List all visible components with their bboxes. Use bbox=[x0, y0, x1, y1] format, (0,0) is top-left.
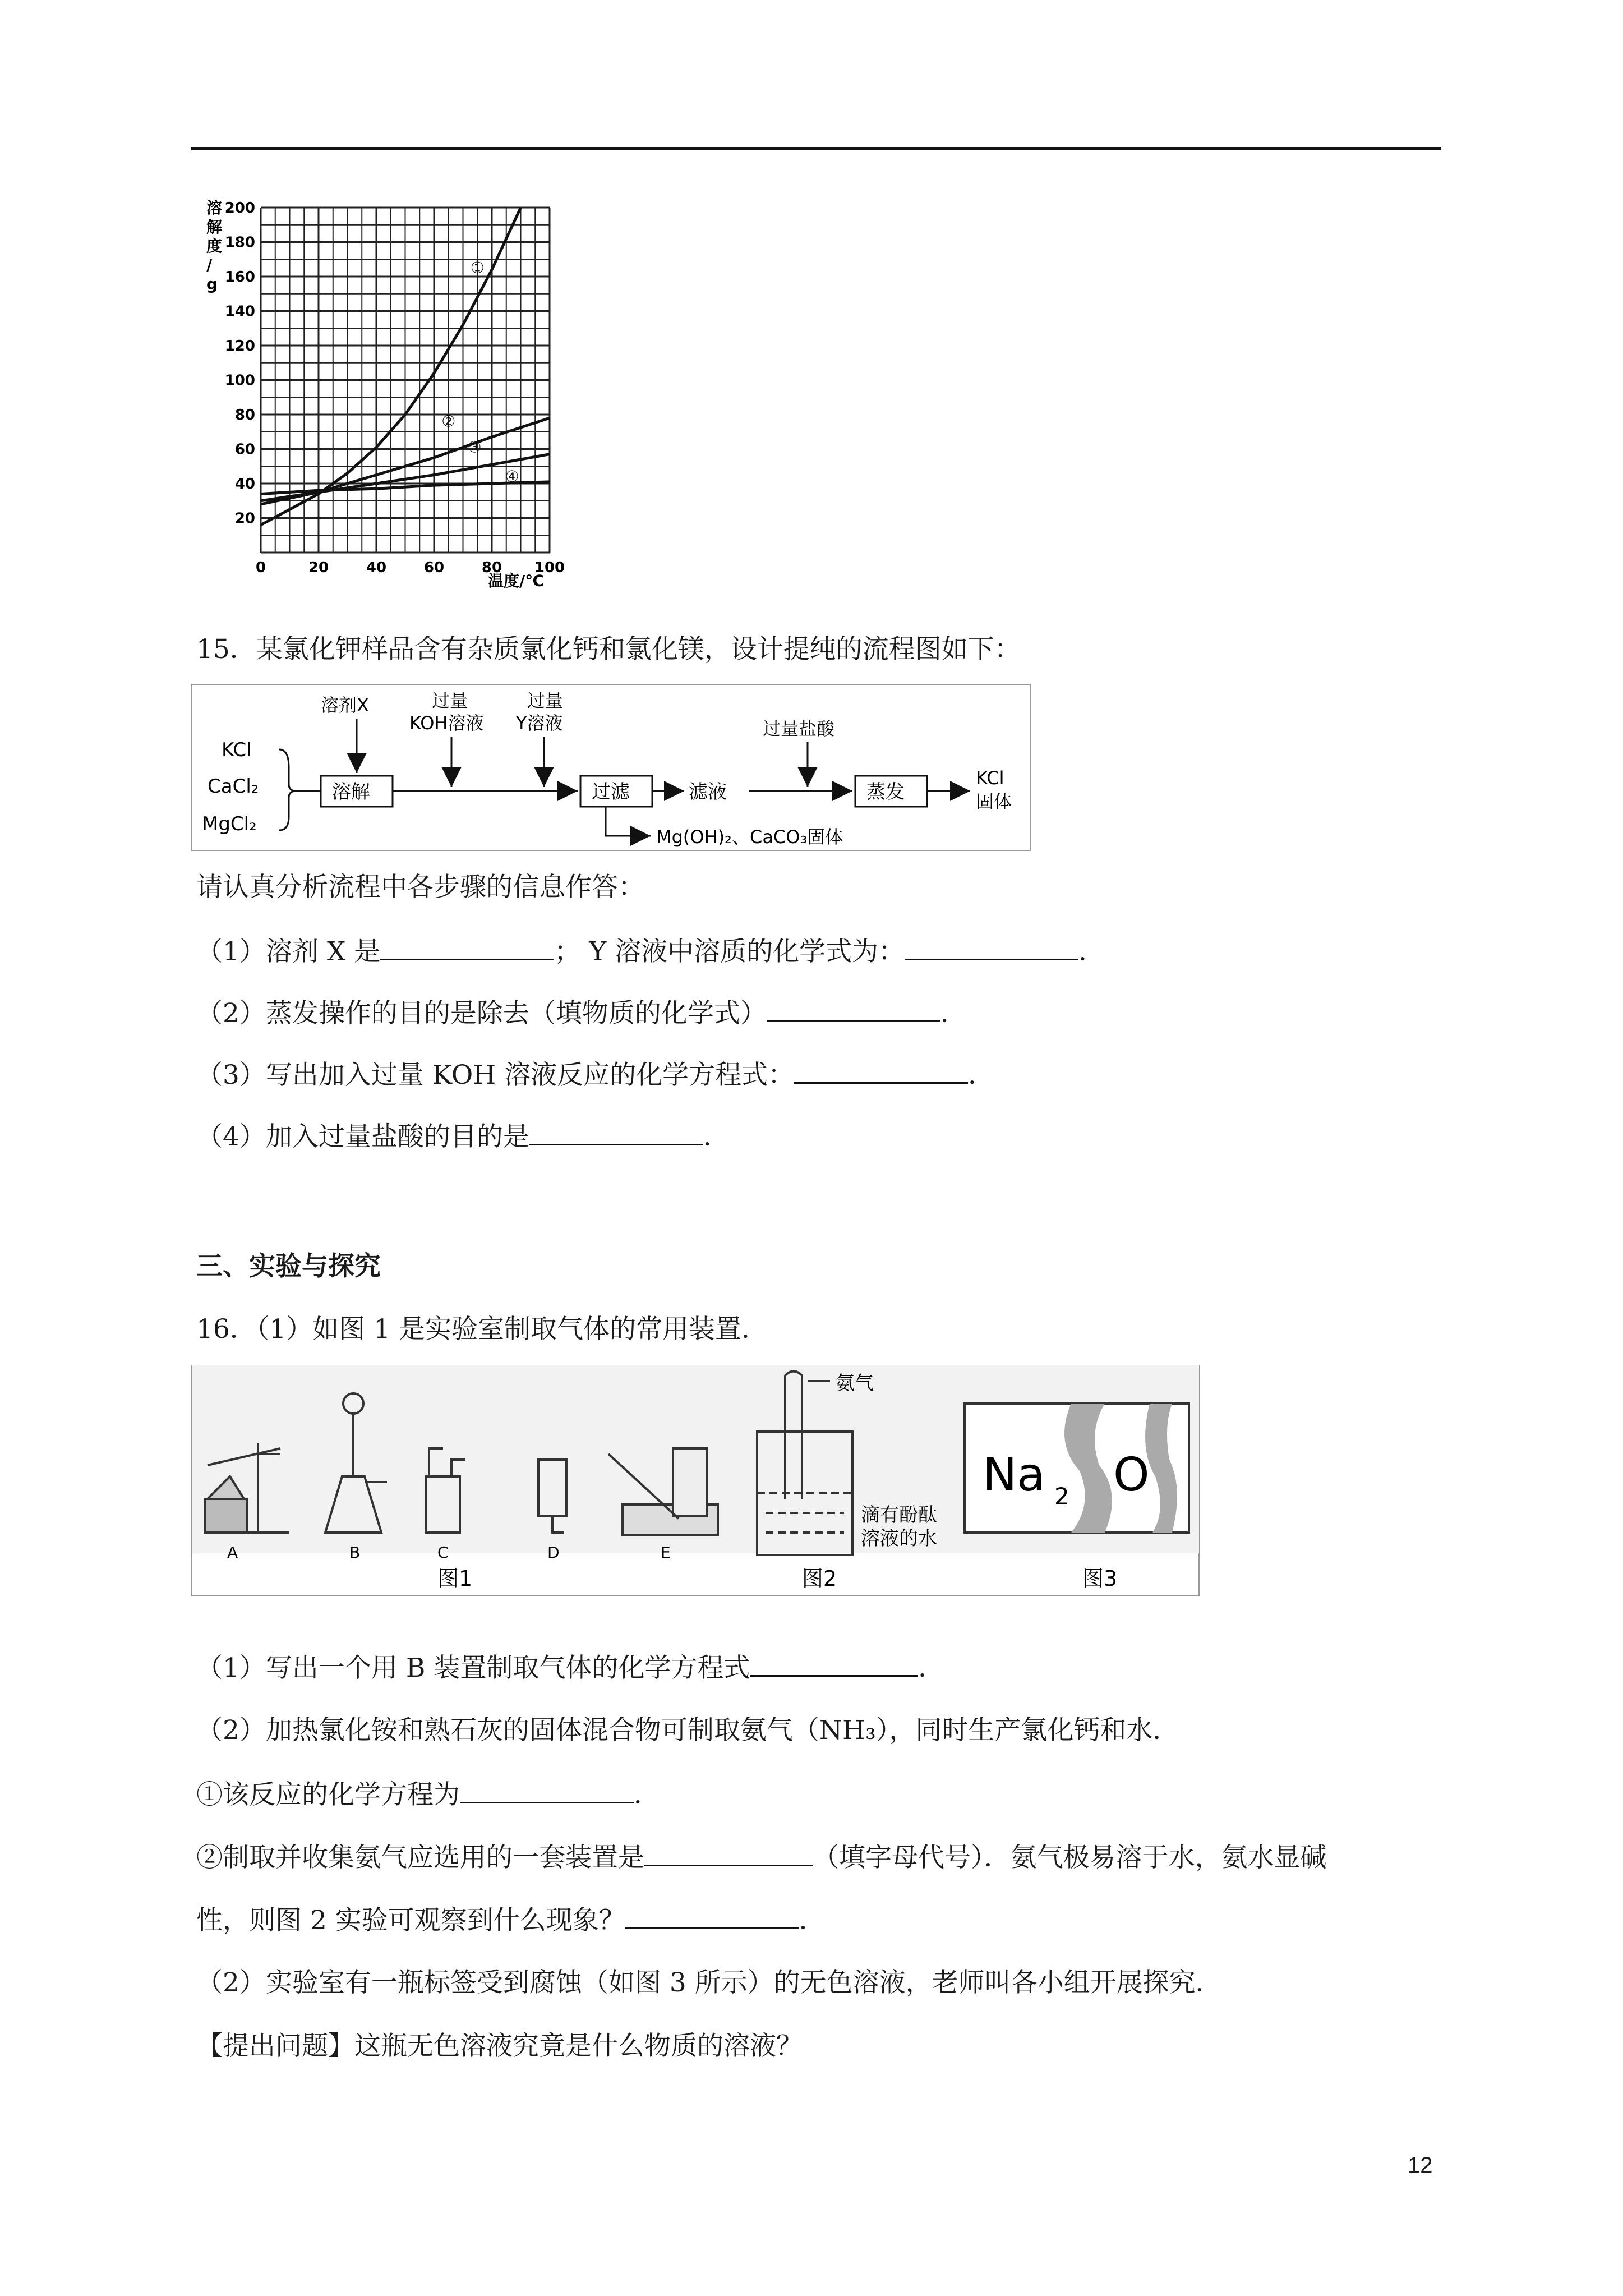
period: ． bbox=[1078, 936, 1105, 967]
product-label-1: KCl bbox=[976, 767, 1004, 789]
q15-part3 bbox=[196, 1057, 994, 1092]
q16-title: 16．（1）如图 1 是实验室制取气体的常用装置． bbox=[196, 1314, 768, 1345]
q16-question: 【提出问题】这瓶无色溶液究竟是什么物质的溶液？ bbox=[196, 2031, 803, 2062]
period: ． bbox=[940, 998, 967, 1029]
label-o: O bbox=[1113, 1448, 1150, 1502]
label-e: E bbox=[661, 1543, 671, 1562]
series-label: ① bbox=[470, 258, 485, 277]
q15-title: 15．某氯化钾样品含有杂质氯化钙和氯化镁，设计提纯的流程图如下： bbox=[196, 634, 1021, 665]
header-rule bbox=[191, 147, 1441, 150]
ammonia-label: 氨气 bbox=[836, 1372, 874, 1395]
x-tick-label: 20 bbox=[308, 559, 329, 576]
q16-part2c bbox=[196, 1903, 826, 1938]
solvent-label: 溶剂X bbox=[321, 694, 369, 716]
q16-part2c-text: 性，则图 2 实验可观察到什么现象？ bbox=[196, 1905, 625, 1936]
precipitate-label: Mg(OH)₂、CaCO₃固体 bbox=[656, 826, 843, 848]
x-tick-label: 80 bbox=[481, 559, 502, 576]
koh-label-1: 过量 bbox=[432, 690, 468, 711]
q16-part1-text: （1）写出一个用 B 装置制取气体的化学方程式 bbox=[196, 1653, 750, 1683]
answer-blank-ammonia-equation[interactable] bbox=[460, 1777, 634, 1803]
q16-part2: （2）加热氯化铵和熟石灰的固体混合物可制取氨气（NH₃），同时生产氯化钙和水． bbox=[196, 1715, 1179, 1746]
series-label: ③ bbox=[467, 438, 482, 457]
y-tick-label: 100 bbox=[224, 372, 255, 389]
x-tick-label: 60 bbox=[423, 559, 445, 576]
q15-part4-text: （4）加入过量盐酸的目的是 bbox=[196, 1121, 529, 1152]
x-tick-label: 40 bbox=[366, 559, 387, 576]
answer-blank-koh-equation[interactable] bbox=[794, 1057, 968, 1084]
x-tick-label: 0 bbox=[255, 559, 266, 576]
y-tick-label: 160 bbox=[224, 269, 255, 286]
q15-part1-b: ； Y 溶液中溶质的化学式为： bbox=[554, 936, 905, 967]
page-number: 12 bbox=[1408, 2153, 1433, 2178]
y-label-2: Y溶液 bbox=[516, 712, 563, 734]
y-tick-label: 20 bbox=[234, 510, 255, 527]
period: ． bbox=[634, 1779, 660, 1810]
y-tick-label: 40 bbox=[234, 476, 255, 493]
q16-part2b bbox=[196, 1840, 1327, 1875]
answer-blank-b-equation[interactable] bbox=[750, 1650, 918, 1677]
input-kcl: KCl bbox=[222, 739, 252, 761]
filtrate-label: 滤液 bbox=[689, 781, 727, 803]
q16-part2b-text-2: （填字母代号）．氨气极易溶于水，氨水显碱 bbox=[813, 1842, 1327, 1873]
y-tick-label: 80 bbox=[234, 407, 255, 424]
y-tick-label: 60 bbox=[234, 441, 255, 458]
purification-flowchart bbox=[191, 683, 1032, 852]
evaporate-label: 蒸发 bbox=[866, 781, 905, 803]
prompt-text: 请认真分析流程中各步骤的信息作答： bbox=[196, 872, 644, 903]
q15-part3-text: （3）写出加入过量 KOH 溶液反应的化学方程式： bbox=[196, 1060, 795, 1091]
period: ． bbox=[799, 1905, 826, 1936]
label-d: D bbox=[547, 1543, 560, 1562]
koh-label-2: KOH溶液 bbox=[409, 712, 484, 734]
caption-fig3: 图3 bbox=[1082, 1566, 1118, 1591]
q15-part2-text: （2）蒸发操作的目的是除去（填物质的化学式） bbox=[196, 998, 767, 1029]
product-label-2: 固体 bbox=[976, 791, 1012, 812]
caption-fig1: 图1 bbox=[437, 1566, 473, 1591]
answer-blank-hcl-purpose[interactable] bbox=[529, 1119, 703, 1145]
q15-part1 bbox=[196, 934, 1105, 969]
q15-part1-a: （1）溶剂 X 是 bbox=[196, 936, 381, 967]
period: ． bbox=[918, 1653, 945, 1683]
period: ． bbox=[703, 1121, 730, 1152]
label-sub-2: 2 bbox=[1054, 1483, 1069, 1510]
input-mgcl2: MgCl₂ bbox=[202, 813, 257, 835]
solubility-chart bbox=[191, 191, 572, 595]
water-label-2: 溶液的水 bbox=[861, 1527, 937, 1550]
y-label-1: 过量 bbox=[527, 690, 564, 711]
q16-part1 bbox=[196, 1650, 944, 1685]
dissolve-label: 溶解 bbox=[332, 781, 370, 803]
series-label: ④ bbox=[505, 467, 519, 486]
label-b: B bbox=[349, 1543, 361, 1562]
water-label-1: 滴有酚酞 bbox=[861, 1504, 937, 1526]
answer-blank-evaporate[interactable] bbox=[767, 996, 940, 1022]
x-tick-label: 100 bbox=[534, 559, 565, 576]
period: ． bbox=[968, 1060, 995, 1091]
q16-part2a bbox=[196, 1777, 660, 1812]
answer-blank-phenomenon[interactable] bbox=[625, 1903, 799, 1929]
label-a: A bbox=[227, 1543, 238, 1562]
q16-part2a-text: ①该反应的化学方程为 bbox=[196, 1779, 460, 1810]
q16-part3: （2）实验室有一瓶标签受到腐蚀（如图 3 所示）的无色溶液，老师叫各小组开展探究． bbox=[196, 1967, 1222, 1998]
hcl-label: 过量盐酸 bbox=[763, 718, 835, 739]
x-axis-label: 温度/℃ bbox=[488, 572, 545, 590]
y-tick-label: 180 bbox=[224, 234, 255, 251]
q15-part2 bbox=[196, 996, 967, 1030]
input-cacl2: CaCl₂ bbox=[208, 775, 259, 798]
filter-label: 过滤 bbox=[592, 781, 630, 803]
answer-blank-y-solute[interactable] bbox=[905, 934, 1078, 960]
caption-fig2: 图2 bbox=[802, 1566, 837, 1591]
q16-part2b-text-1: ②制取并收集氨气应选用的一套装置是 bbox=[196, 1842, 644, 1873]
y-tick-label: 140 bbox=[224, 303, 255, 320]
q15-part4 bbox=[196, 1119, 730, 1154]
apparatus-figure bbox=[191, 1364, 1200, 1597]
y-tick-label: 200 bbox=[224, 200, 255, 217]
answer-blank-solvent[interactable] bbox=[380, 934, 554, 960]
section-heading: 三、实验与探究 bbox=[196, 1251, 381, 1282]
y-tick-label: 120 bbox=[224, 338, 255, 355]
label-na: Na bbox=[983, 1448, 1045, 1502]
y-axis-label: 溶解度/ g bbox=[206, 199, 223, 293]
series-label: ② bbox=[441, 412, 456, 431]
answer-blank-apparatus-set[interactable] bbox=[644, 1840, 813, 1866]
label-c: C bbox=[437, 1543, 449, 1562]
